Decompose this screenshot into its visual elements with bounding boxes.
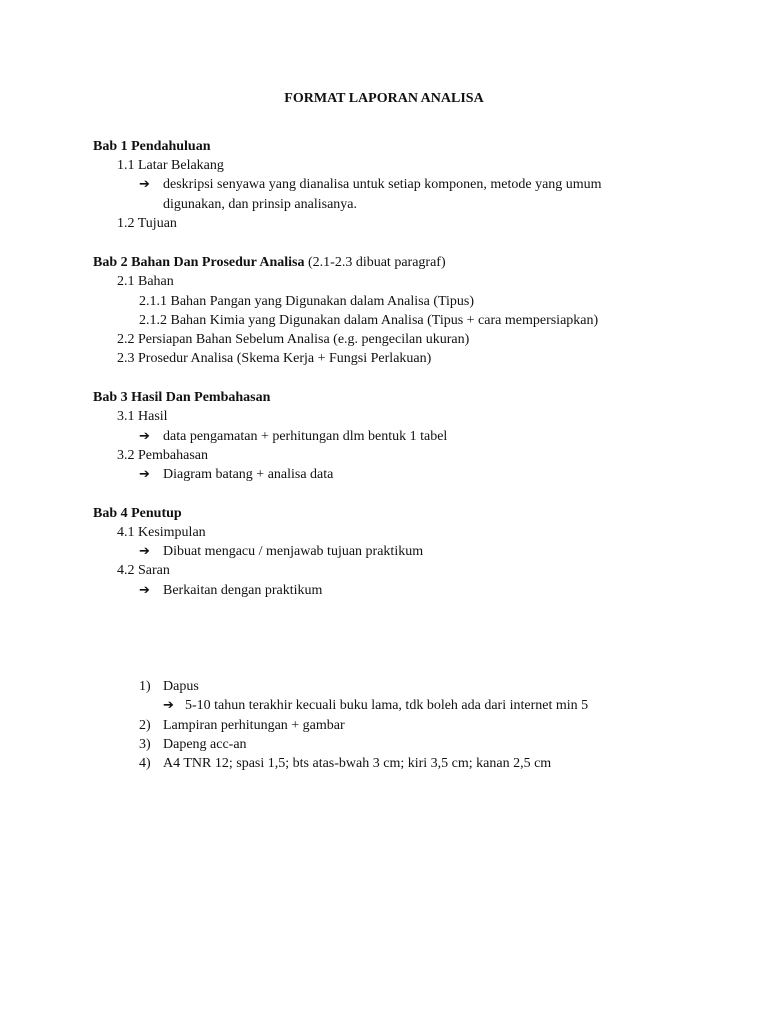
bullet-4-2: Berkaitan dengan praktikum [163,583,323,598]
section-3-2: 3.2 Pembahasan [117,448,208,463]
note-text: A4 TNR 12; spasi 1,5; bts atas-bwah 3 cm; kiri 3,5 cm; kanan 2,5 cm [163,756,552,771]
section-1-1: 1.1 Latar Belakang [117,158,224,173]
section-2-3: 2.3 Prosedur Analisa (Skema Kerja + Fungsi Perlakuan) [117,351,432,366]
bab2-heading-line [93,253,446,272]
note-number: 2) [139,718,151,733]
note-number: 4) [139,756,151,771]
bab2-note: (2.1-2.3 dibuat paragraf) [304,255,446,270]
section-3-1: 3.1 Hasil [117,409,168,424]
section-2-1: 2.1 Bahan [117,274,174,289]
bullet-1-1-line2: digunakan, dan prinsip analisanya. [163,197,358,212]
right-arrow-icon: ➔ [139,467,150,482]
section-2-1-2: 2.1.2 Bahan Kimia yang Digunakan dalam Analisa (Tipus + cara mempersiapkan) [139,313,599,328]
right-arrow-icon: ➔ [139,429,150,444]
section-2-1-1: 2.1.1 Bahan Pangan yang Digunakan dalam Analisa (Tipus) [139,294,475,309]
section-4-2: 4.2 Saran [117,563,170,578]
bab3-heading: Bab 3 Hasil Dan Pembahasan [93,390,271,405]
bab1-heading: Bab 1 Pendahuluan [93,139,211,154]
bullet-3-2: Diagram batang + analisa data [163,467,334,482]
right-arrow-icon: ➔ [139,583,150,598]
bullet-4-1: Dibuat mengacu / menjawab tujuan praktikum [163,544,424,559]
bullet-3-1: data pengamatan + perhitungan dlm bentuk 1 tabel [163,429,448,444]
right-arrow-icon: ➔ [163,698,174,713]
section-4-1: 4.1 Kesimpulan [117,525,206,540]
bab4-heading: Bab 4 Penutup [93,506,182,521]
section-2-2: 2.2 Persiapan Bahan Sebelum Analisa (e.g. pengecilan ukuran) [117,332,470,347]
right-arrow-icon: ➔ [139,177,150,192]
note-number: 3) [139,737,151,752]
right-arrow-icon: ➔ [139,544,150,559]
bullet-1-1-line1: deskripsi senyawa yang dianalisa untuk setiap komponen, metode yang umum [163,177,602,192]
note-number: 1) [139,679,151,694]
note-text: Lampiran perhitungan + gambar [163,718,345,733]
note-text: Dapus [163,679,199,694]
note-text: Dapeng acc-an [163,737,247,752]
section-1-2: 1.2 Tujuan [117,216,177,231]
note-1-bullet: 5-10 tahun terakhir kecuali buku lama, tdk boleh ada dari internet min 5 [185,698,589,713]
bab2-heading: Bab 2 Bahan Dan Prosedur Analisa [93,255,305,270]
document-title: FORMAT LAPORAN ANALISA [284,91,484,106]
